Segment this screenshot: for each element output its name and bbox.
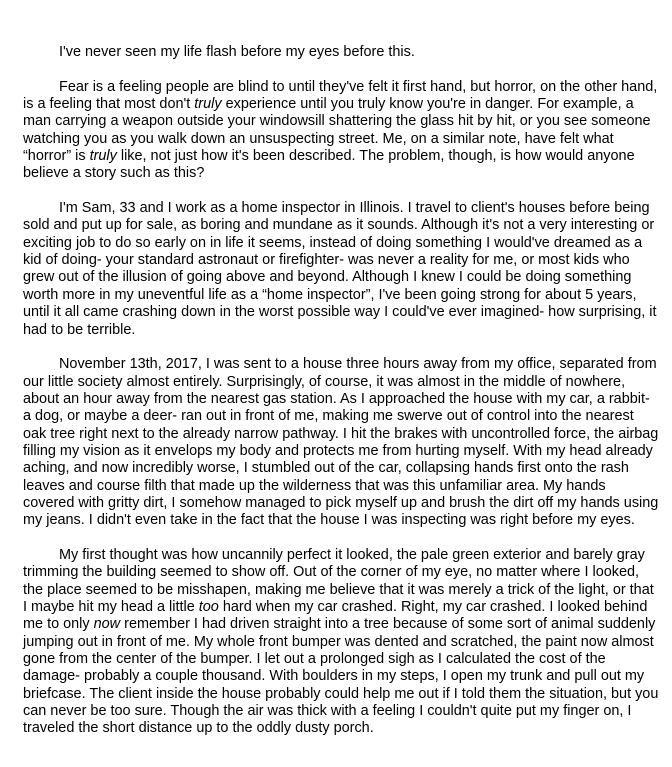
text-run: remember I had driven straight into a tree because of some sort of animal suddenly jumping out in front of me. My whole front bumper was dented and scratched, the paint now almost gone from the center of the bumper. I let out a prolonged sigh as I calculated the cost of the damage- probably a couple thousand. With boulders in my steps, I open my trunk and pull out my briefcase. The client inside the house probably could help me out if I told them the situation, but you can never be too sure. Though the air was thick with a feeling I couldn't quite put my finger on, I traveled the short distance up to the oddly dusty porch. xyxy=(23,616,659,737)
text-run: I've never seen my life flash before my eyes before this. xyxy=(59,44,415,60)
italic-emphasis: too xyxy=(198,599,219,615)
text-run: like, not just how it's been described. The problem, though, is how would anyone believe a story such as this? xyxy=(23,148,635,182)
paragraph-fear-and-horror xyxy=(23,79,660,183)
paragraph-introduction xyxy=(23,200,660,339)
italic-emphasis: truly xyxy=(194,96,222,113)
paragraph-car-crash xyxy=(23,356,660,529)
text-run: My first thought was how uncannily perfect it looked, the pale green exterior and barely gray trimming the building seemed to show off. Out of the corner of my eye, no matter where I looked, the place seemed to be misshapen, making me believe that it was merely a trick of the light, or that I maybe hit my head a little xyxy=(23,546,654,615)
italic-emphasis: truly xyxy=(89,148,117,165)
text-run: I'm Sam, 33 and I work as a home inspector in Illinois. I travel to client's houses before being sold and put up for sale, as boring and mundane as it sounds. Although it's not a very interesting or exciting job to do so early on in life it seems, instead of doing something I would've dreamed as a kid of doing- your standard astronaut or firefighter- was never a reality for me, or most kids who grew out of the illusion of going above and beyond. Although I knew I could be doing something worth more in my uneventful life as a “home inspector”, I've been going strong for about 5 years, until it all came crashing down in the worst possible way I could've ever imagined- how surprising, it had to be terrible. xyxy=(23,200,657,338)
italic-emphasis: now xyxy=(93,616,121,633)
paragraph-opening-line xyxy=(23,44,660,61)
paragraph-house-arrival xyxy=(23,547,660,738)
text-run: Fear is a feeling people are blind to until they've felt it first hand, but horror, on the other hand, is a feeling that most don't xyxy=(23,78,658,113)
text-run: hard when my car crashed. Right, my car crashed. I looked behind me to only xyxy=(23,599,648,633)
text-run: experience until you truly know you're in danger. For example, a man carrying a weapon outside your windowsill shattering the glass hit by hit, or you see someone watching you as you walk down an unsuspecting street. Me, on a similar note, have felt what “horror” is xyxy=(23,96,651,165)
text-run: November 13th, 2017, I was sent to a house three hours away from my office, separated from our little society almost entirely. Surprisingly, of course, it was almost in the middle of nowhere, about an hour away from the nearest gas station. As I approached the house with my car, a rabbit- a dog, or maybe a deer- ran out in front of me, making me swerve out of control into the nearest oak tree right next to the already narrow pathway. I hit the brakes with uncontrolled force, the airbag filling my vision as it envelops my body and protects me from hurting myself. With my head already aching, and now incredibly worse, I stumbled out of the car, collapsing hands first onto the rash leaves and course filth that made up the wilderness that was this unfamiliar area. My hands covered with gritty dirt, I somehow managed to pick myself up and brush the dirt off my hands using my jeans. I didn't even take in the fact that the house I was inspecting was right before my eyes. xyxy=(23,356,659,529)
